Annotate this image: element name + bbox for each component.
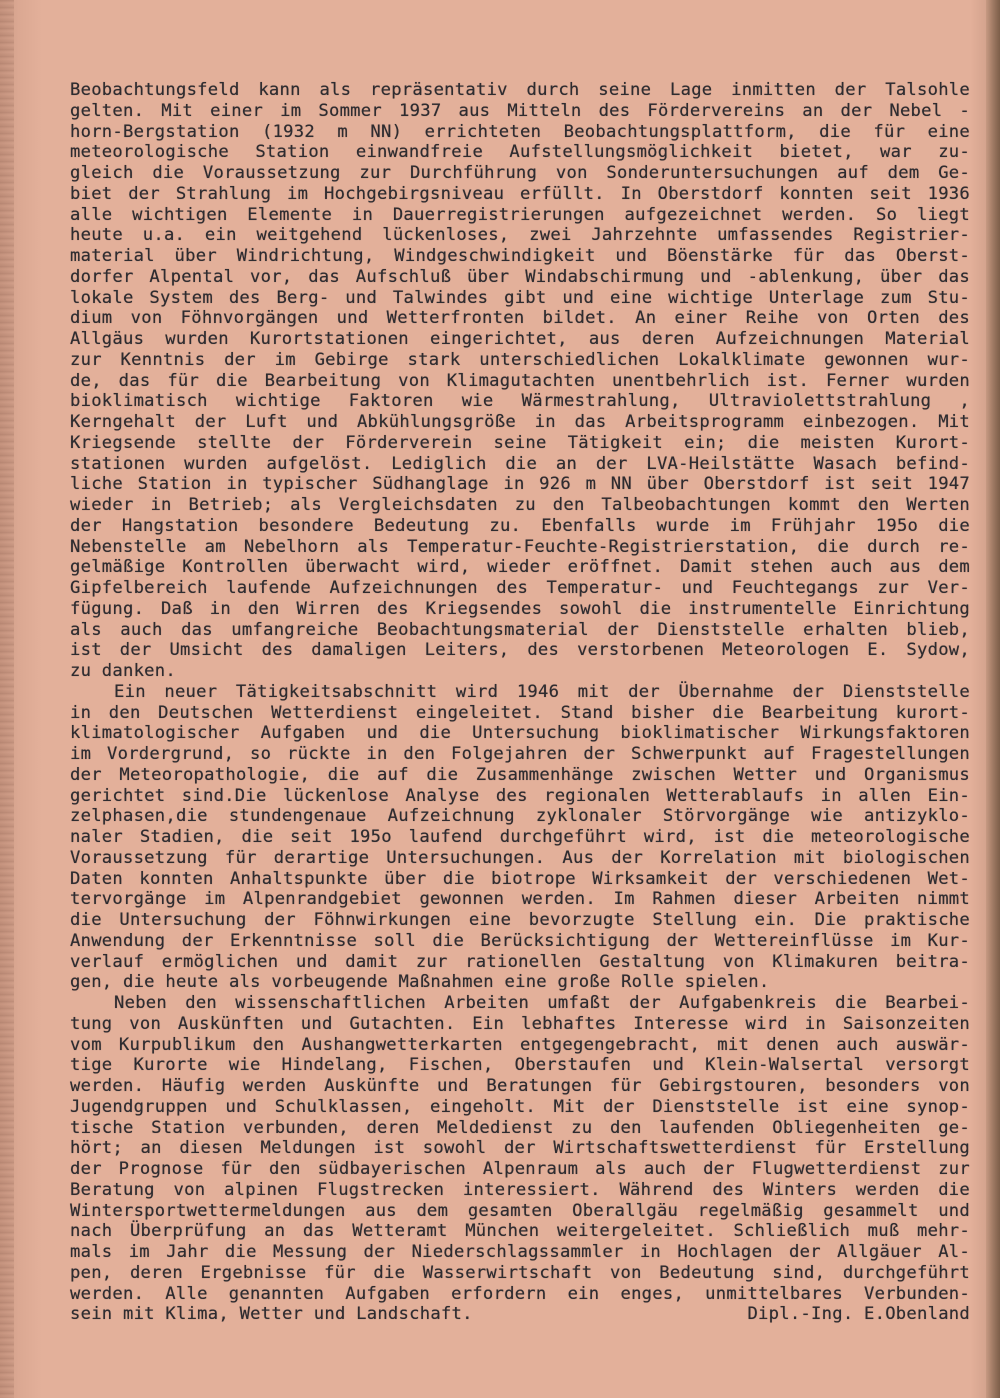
text-line: Kriegsende stellte der Förderverein seine Tätigkeit ein; die meisten Kurort-: [70, 432, 970, 453]
text-line: im Vordergrund, so rückte in den Folgejahren der Schwerpunkt auf Fragestellungen: [70, 744, 970, 764]
text-line: bioklimatisch wichtige Faktoren wie Wärmestrahlung, Ultraviolettstrahlung ,: [70, 391, 970, 412]
text-line: de, das für die Bearbeitung von Klimagutachten unentbehrlich ist. Ferner wurden: [70, 370, 970, 391]
text-line: material über Windrichtung, Windgeschwindigkeit und Böenstärke für das Oberst-: [70, 246, 970, 266]
author-signature: Dipl.-Ing. E.Obenland: [747, 1304, 970, 1325]
closing-line: sein mit Klima, Wetter und Landschaft.: [70, 1304, 473, 1325]
text-line: Gipfelbereich laufende Aufzeichnungen des Temperatur- und Feuchtegangs zur Ver-: [70, 578, 970, 598]
text-line: Daten konnten Anhaltspunkte über die biotrope Wirksamkeit der verschiedenen Wet-: [70, 868, 970, 889]
text-line: horn-Bergstation (1932 m NN) errichteten Beobachtungsplattform, die für eine: [70, 121, 970, 142]
text-line: wieder in Betrieb; als Vergleichsdaten zu den Talbeobachtungen kommt den Werten: [70, 495, 970, 515]
text-line: liche Station in typischer Südhanglage in 926 m NN über Oberstdorf ist seit 1947: [70, 474, 970, 495]
text-line: tervorgänge im Alpenrandgebiet gewonnen werden. Im Rahmen dieser Arbeiten nimmt: [70, 889, 970, 910]
paragraph: [70, 993, 970, 1304]
text-line: gelmäßige Kontrollen überwacht wird, wieder eröffnet. Damit stehen auch aus dem: [70, 557, 970, 578]
text-line: gleich die Voraussetzung zur Durchführung von Sonderuntersuchungen auf dem Ge-: [70, 163, 970, 183]
text-line: dorfer Alpental vor, das Aufschluß über Windabschirmung und -ablenkung, über das: [70, 266, 970, 287]
text-line: alle wichtigen Elemente in Dauerregistrierungen aufgezeichnet werden. So liegt: [70, 204, 970, 225]
text-line: meteorologische Station einwandfreie Aufstellungsmöglichkeit bietet, war zu-: [70, 142, 970, 163]
text-line: tige Kurorte wie Hindelang, Fischen, Oberstaufen und Klein-Walsertal versorgt: [70, 1055, 970, 1076]
text-line: der Prognose für den südbayerischen Alpenraum als auch der Flugwetterdienst zur: [70, 1159, 970, 1179]
text-line: pen, deren Ergebnisse für die Wasserwirtschaft von Bedeutung sind, durchgeführt: [70, 1262, 970, 1283]
text-line: gerichtet sind.Die lückenlose Analyse des regionalen Wetterablaufs in allen Ein-: [70, 785, 970, 806]
text-line: stationen wurden aufgelöst. Lediglich die an der LVA-Heilstätte Wasach befind-: [70, 453, 970, 474]
text-line: hört; an diesen Meldungen ist sowohl der Wirtschaftswetterdienst für Erstellung: [70, 1138, 970, 1159]
page-left-edge: [0, 0, 14, 1398]
text-line: heute u.a. ein weitgehend lückenloses, zwei Jahrzehnte umfassendes Registrier-: [70, 225, 970, 246]
text-line: als auch das umfangreiche Beobachtungsmaterial der Dienststelle erhalten blieb,: [70, 619, 970, 640]
text-line: naler Stadien, die seit 195o laufend durchgeführt wird, ist die meteorologische: [70, 827, 970, 847]
text-line: dium von Föhnvorgängen und Wetterfronten bildet. An einer Reihe von Orten des: [70, 308, 970, 329]
text-line: Allgäus wurden Kurortstationen eingerichtet, aus deren Aufzeichnungen Material: [70, 329, 970, 349]
text-line: Kerngehalt der Luft und Abkühlungsgröße in das Arbeitsprogramm einbezogen. Mit: [70, 412, 970, 432]
text-line: verlauf ermöglichen und damit zur rationellen Gestaltung von Klimakuren beitra-: [70, 951, 970, 972]
text-line: werden. Alle genannten Aufgaben erfordern ein enges, unmittelbares Verbunden-: [70, 1283, 970, 1304]
text-line: in den Deutschen Wetterdienst eingeleitet. Stand bisher die Bearbeitung kurort-: [70, 702, 970, 723]
text-line: Anwendung der Erkenntnisse soll die Berücksichtigung der Wettereinflüsse im Kur-: [70, 930, 970, 951]
text-line: zelphasen,die stundengenaue Aufzeichnung zyklonaler Störvorgänge wie antizyklo-: [70, 806, 970, 827]
text-line: gelten. Mit einer im Sommer 1937 aus Mitteln des Fördervereins an der Nebel -: [70, 100, 970, 121]
text-line: Wintersportwettermeldungen aus dem gesamten Oberallgäu regelmäßig gesammelt und: [70, 1200, 970, 1221]
text-line: zur Kenntnis der im Gebirge stark unterschiedlichen Lokalklimate gewonnen wur-: [70, 349, 970, 370]
text-line: Beobachtungsfeld kann als repräsentativ durch seine Lage inmitten der Talsohle: [70, 80, 970, 100]
text-line: mals im Jahr die Messung der Niederschlagssammler in Hochlagen der Allgäuer Al-: [70, 1242, 970, 1262]
text-line: zu danken.: [70, 661, 176, 681]
paragraph: [70, 682, 970, 993]
text-line: der Hangstation besondere Bedeutung zu. Ebenfalls wurde im Frühjahr 195o die: [70, 515, 970, 536]
text-line: Neben den wissenschaftlichen Arbeiten umfaßt der Aufgabenkreis die Bearbei-: [114, 993, 970, 1013]
text-line: fügung. Daß in den Wirren des Kriegsendes sowohl die instrumentelle Einrichtung: [70, 598, 970, 619]
typewritten-document: [70, 80, 970, 1325]
text-line: ist der Umsicht des damaligen Leiters, des verstorbenen Meteorologen E. Sydow,: [70, 640, 970, 661]
text-line: tische Station verbunden, deren Meldedienst zu den laufenden Obliegenheiten ge-: [70, 1117, 970, 1138]
text-line: werden. Häufig werden Auskünfte und Beratungen für Gebirgstouren, besonders von: [70, 1076, 970, 1096]
text-line: der Meteoropathologie, die auf die Zusammenhänge zwischen Wetter und Organismus: [70, 764, 970, 785]
paragraph-container: [70, 80, 970, 1304]
text-line: Ein neuer Tätigkeitsabschnitt wird 1946 mit der Übernahme der Dienststelle: [114, 681, 970, 702]
text-line: gen, die heute als vorbeugende Maßnahmen eine große Rolle spielen.: [70, 972, 770, 993]
text-line: vom Kurpublikum den Aushangwetterkarten entgegengebracht, mit denen auch auswär-: [70, 1034, 970, 1055]
text-line: biet der Strahlung im Hochgebirgsniveau erfüllt. In Oberstdorf konnten seit 1936: [70, 183, 970, 204]
text-line: lokale System des Berg- und Talwindes gibt und eine wichtige Unterlage zum Stu-: [70, 287, 970, 308]
page-right-edge: [986, 0, 1000, 1398]
text-line: nach Überprüfung an das Wetteramt München weitergeleitet. Schließlich muß mehr-: [70, 1221, 970, 1242]
text-line: klimatologischer Aufgaben und die Untersuchung bioklimatischer Wirkungsfaktoren: [70, 723, 970, 744]
text-line: die Untersuchung der Föhnwirkungen eine bevorzugte Stellung ein. Die praktische: [70, 910, 970, 930]
text-line: Beratung von alpinen Flugstrecken interessiert. Während des Winters werden die: [70, 1179, 970, 1200]
text-line: Jugendgruppen und Schulklassen, eingeholt. Mit der Dienststelle ist eine synop-: [70, 1096, 970, 1117]
closing-row: [70, 1304, 970, 1325]
text-line: Voraussetzung für derartige Untersuchungen. Aus der Korrelation mit biologischen: [70, 847, 970, 868]
paragraph: [70, 80, 970, 682]
text-line: Nebenstelle am Nebelhorn als Temperatur-Feuchte-Registrierstation, die durch re-: [70, 536, 970, 557]
text-line: tung von Auskünften und Gutachten. Ein lebhaftes Interesse wird in Saisonzeiten: [70, 1013, 970, 1034]
